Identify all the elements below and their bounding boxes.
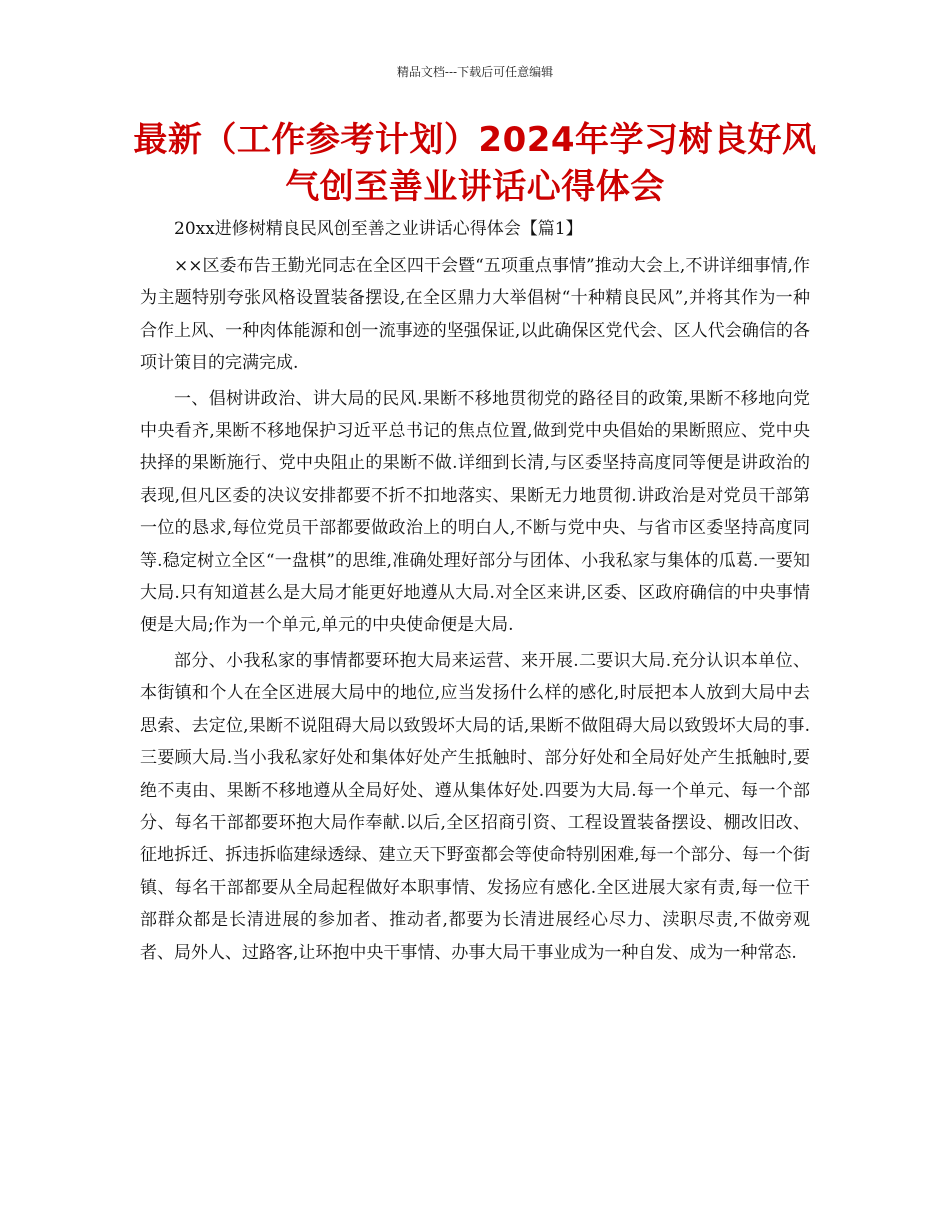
running-header: 精品文档---下载后可任意编辑 <box>396 65 554 79</box>
document-body <box>140 214 810 969</box>
document-title: 最新（工作参考计划）2024年学习树良好风气创至善业讲话心得体会 <box>133 120 817 207</box>
document-subtitle: 20xx进修树精良民风创至善之业讲话心得体会【篇1】 <box>174 219 583 239</box>
paragraph-politics-overall: 一、倡树讲政治、讲大局的民风.果断不移地贯彻党的路径目的政策,果断不移地向党中央看齐,果断不移地保护习近平总书记的焦点位置,做到党中央倡始的果断照应、党中央抉择的果断施行、党中央阻止的果断不做.详细到长清,与区委坚持高度同等便是讲政治的表现,但凡区委的决议安排都要不折不扣地落实、果断无力地贯彻.讲政治是对党员干部第一位的恳求,每位党员干部都要做政治上的明白人,不断与党中央、与省市区委坚持高度同等.稳定树立全区“一盘棋”的思维,准确处理好部分与团体、小我私家与集体的瓜葛.一要知大局.只有知道甚么是大局才能更好地遵从大局.对全区来讲,区委、区政府确信的中央事情便是大局;作为一个单元,单元的中央使命便是大局. <box>140 388 810 636</box>
paragraph-intro: ××区委布告王勤光同志在全区四干会暨“五项重点事情”推动大会上,不讲详细事情,作为主题特别夸张风格设置装备摆设,在全区鼎力大举倡树“十种精良民风”,并将其作为一种合作上风、一种肉体能源和创一流事迹的坚强保证,以此确保区党代会、区人代会确信的各项计策目的完满完成. <box>140 256 810 374</box>
paragraph-overall-situation: 部分、小我私家的事情都要环抱大局来运营、来开展.二要识大局.充分认识本单位、本街镇和个人在全区进展大局中的地位,应当发扬什么样的感化,时辰把本人放到大局中去思索、去定位,果断不说阻碍大局以致毁坏大局的话,果断不做阻碍大局以致毁坏大局的事.三要顾大局.当小我私家好处和集体好处产生抵触时、部分好处和全局好处产生抵触时,要绝不夷由、果断不移地遵从全局好处、遵从集体好处.四要为大局.每一个单元、每一个部分、每名干部都要环抱大局作奉献.以后,全区招商引资、工程设置装备摆设、棚改旧改、征地拆迁、拆违拆临建绿透绿、建立天下野蛮都会等使命特别困难,每一个部分、每一个街镇、每名干部都要从全局起程做好本职事情、发扬应有感化.全区进展大家有责,每一位干部群众都是长清进展的参加者、推动者,都要为长清进展经心尽力、渎职尽责,不做旁观者、局外人、过路客,让环抱中央干事情、办事大局干事业成为一种自发、成为一种常态. <box>140 650 810 963</box>
